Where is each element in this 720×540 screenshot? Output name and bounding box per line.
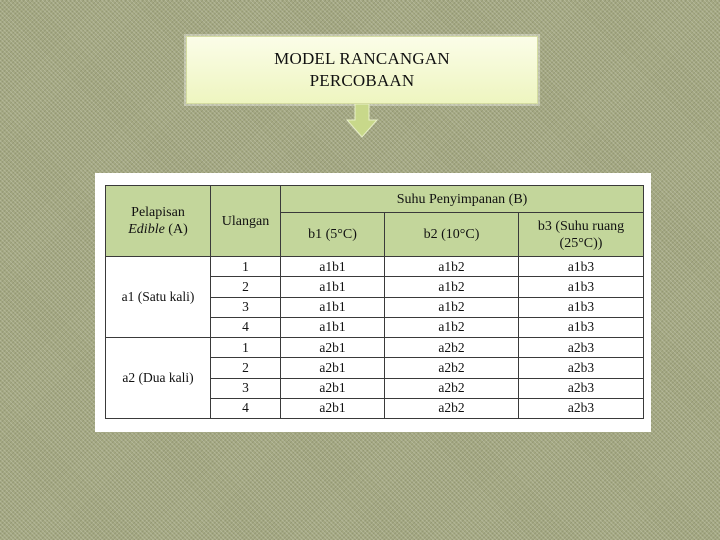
treatment-cell: a2b2 (385, 378, 519, 398)
table-row (106, 338, 644, 358)
treatment-cell: a1b1 (281, 317, 385, 337)
rep-cell: 3 (211, 378, 281, 398)
treatment-cell: a1b1 (281, 257, 385, 277)
design-table (105, 185, 644, 419)
treatment-cell: a1b2 (385, 277, 519, 297)
header-edible-text: Edible (128, 222, 165, 237)
rep-cell: 1 (211, 257, 281, 277)
treatment-cell: a1b3 (519, 317, 644, 337)
header-suhu-penyimpanan: Suhu Penyimpanan (B) (281, 186, 644, 213)
treatment-cell: a2b3 (519, 398, 644, 418)
treatment-cell: a1b2 (385, 257, 519, 277)
treatment-cell: a2b1 (281, 338, 385, 358)
treatment-cell: a1b3 (519, 257, 644, 277)
treatment-cell: a1b2 (385, 317, 519, 337)
title-box (186, 36, 538, 104)
rep-cell: 4 (211, 398, 281, 418)
header-pelapisan-line2 (106, 221, 210, 238)
rep-cell: 1 (211, 338, 281, 358)
treatment-cell: a2b3 (519, 338, 644, 358)
title-line-2: PERCOBAAN (309, 71, 415, 90)
table-row (106, 257, 644, 277)
treatment-cell: a1b1 (281, 277, 385, 297)
title-line-1: MODEL RANCANGAN (274, 49, 450, 68)
header-ulangan: Ulangan (211, 186, 281, 257)
group-label-a2: a2 (Dua kali) (106, 338, 211, 419)
treatment-cell: a2b1 (281, 398, 385, 418)
rep-cell: 4 (211, 317, 281, 337)
treatment-cell: a2b2 (385, 398, 519, 418)
header-pelapisan-line1: Pelapisan (131, 205, 185, 220)
down-arrow-icon (346, 104, 378, 138)
rep-cell: 2 (211, 358, 281, 378)
treatment-cell: a1b3 (519, 297, 644, 317)
treatment-cell: a2b1 (281, 378, 385, 398)
header-pelapisan (106, 186, 211, 257)
table-panel (95, 173, 651, 432)
treatment-cell: a2b2 (385, 338, 519, 358)
treatment-cell: a1b1 (281, 297, 385, 317)
treatment-cell: a2b3 (519, 358, 644, 378)
header-b3: b3 (Suhu ruang (25°C)) (519, 213, 644, 257)
header-b2: b2 (10°C) (385, 213, 519, 257)
treatment-cell: a2b2 (385, 358, 519, 378)
treatment-cell: a1b2 (385, 297, 519, 317)
treatment-cell: a1b3 (519, 277, 644, 297)
treatment-cell: a2b3 (519, 378, 644, 398)
header-a-text: (A) (164, 222, 188, 237)
group-label-a1: a1 (Satu kali) (106, 257, 211, 338)
rep-cell: 3 (211, 297, 281, 317)
rep-cell: 2 (211, 277, 281, 297)
treatment-cell: a2b1 (281, 358, 385, 378)
header-b1: b1 (5°C) (281, 213, 385, 257)
